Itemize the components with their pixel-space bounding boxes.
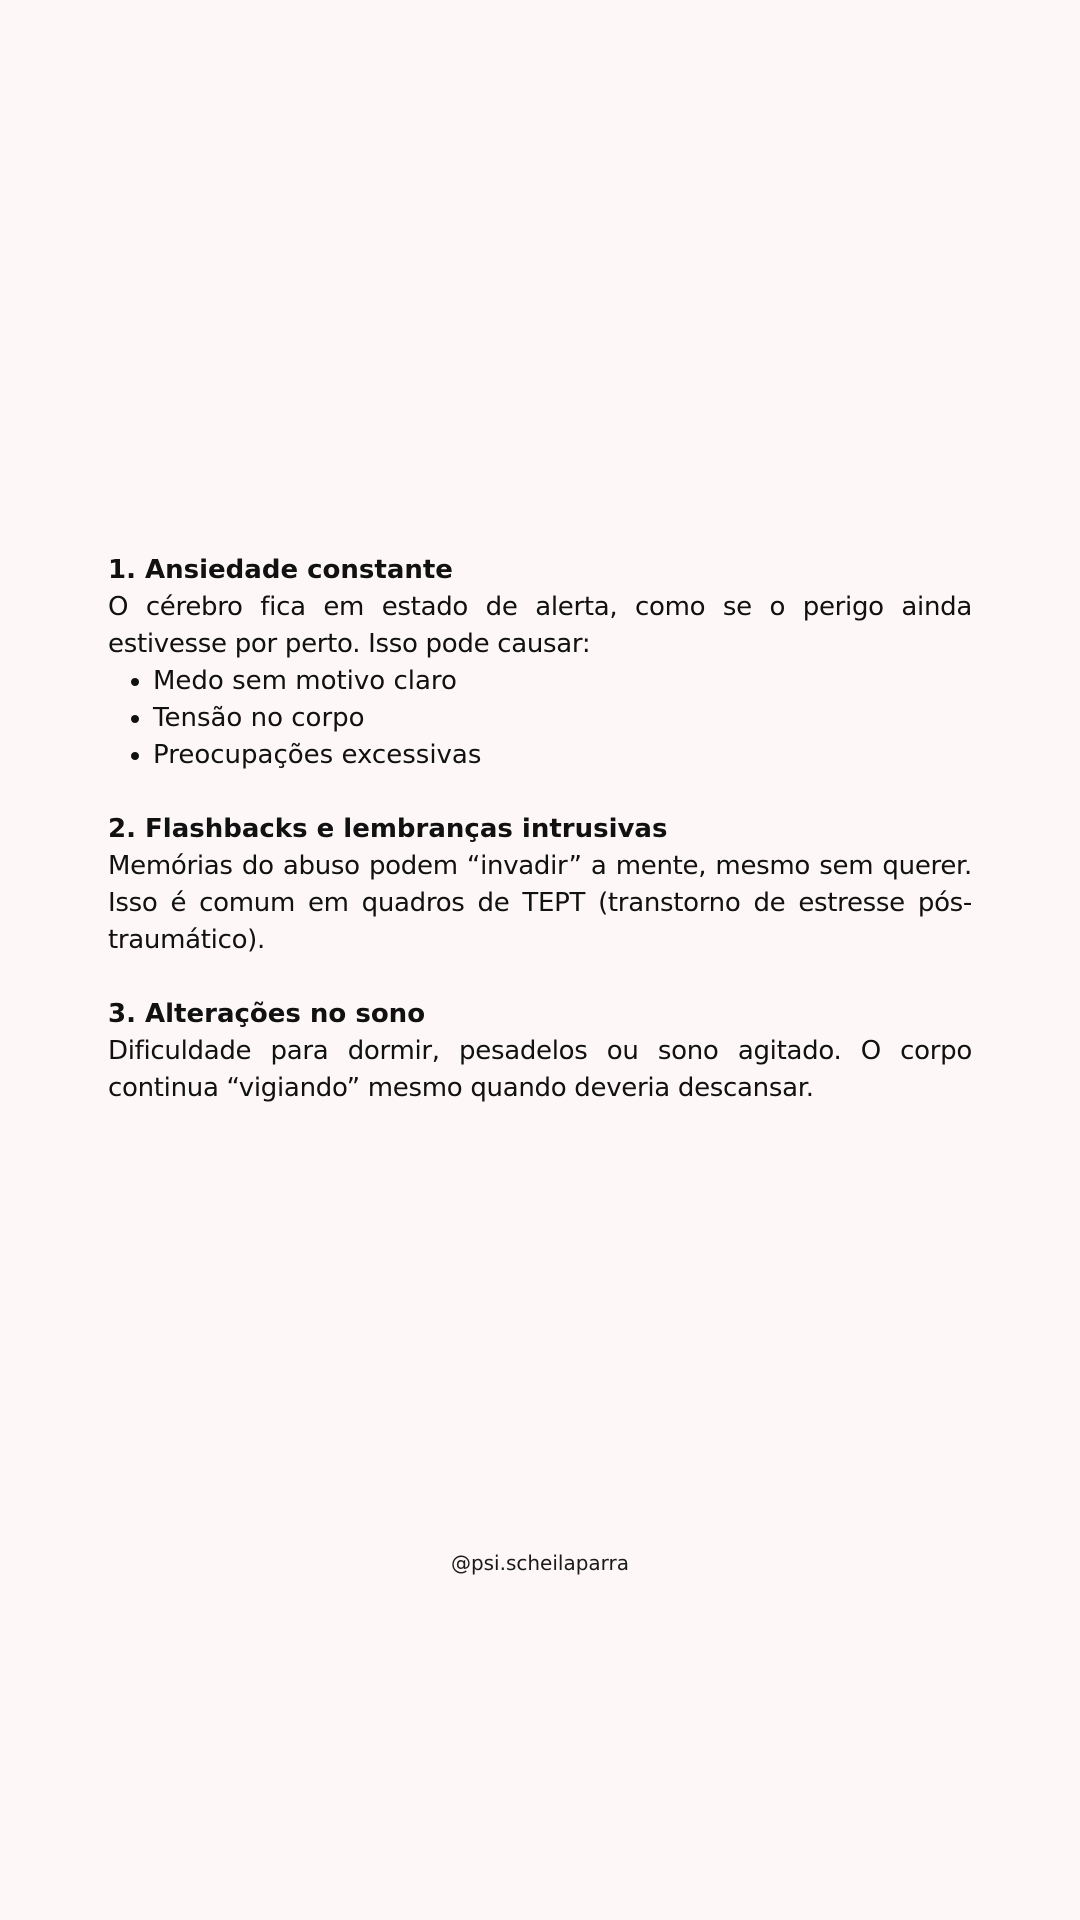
list-item: Tensão no corpo — [128, 700, 972, 737]
section-flashbacks — [108, 811, 972, 959]
bullet-list — [108, 663, 972, 774]
section-text: Memórias do abuso podem “invadir” a mente, mesmo sem querer. Isso é comum em quadros de TEPT (transtorno de estresse pós-traumático). — [108, 851, 972, 955]
section-sleep — [108, 996, 972, 1107]
section-text: Dificuldade para dormir, pesadelos ou sono agitado. O corpo continua “vigiando” mesmo quando deveria descansar. — [108, 1036, 972, 1103]
list-item: Medo sem motivo claro — [128, 663, 972, 700]
section-spacer — [108, 774, 972, 811]
list-item: Preocupações excessivas — [128, 737, 972, 774]
document-body — [108, 552, 972, 1107]
section-title: 1. Ansiedade constante — [108, 555, 453, 585]
section-title: 3. Alterações no sono — [108, 999, 426, 1029]
section-title: 2. Flashbacks e lembranças intrusivas — [108, 814, 668, 844]
section-anxiety — [108, 552, 972, 774]
section-text: O cérebro fica em estado de alerta, como se o perigo ainda estivesse por perto. Isso pode causar: — [108, 592, 972, 659]
section-spacer — [108, 959, 972, 996]
author-handle: @psi.scheilaparra — [450, 1551, 630, 1575]
